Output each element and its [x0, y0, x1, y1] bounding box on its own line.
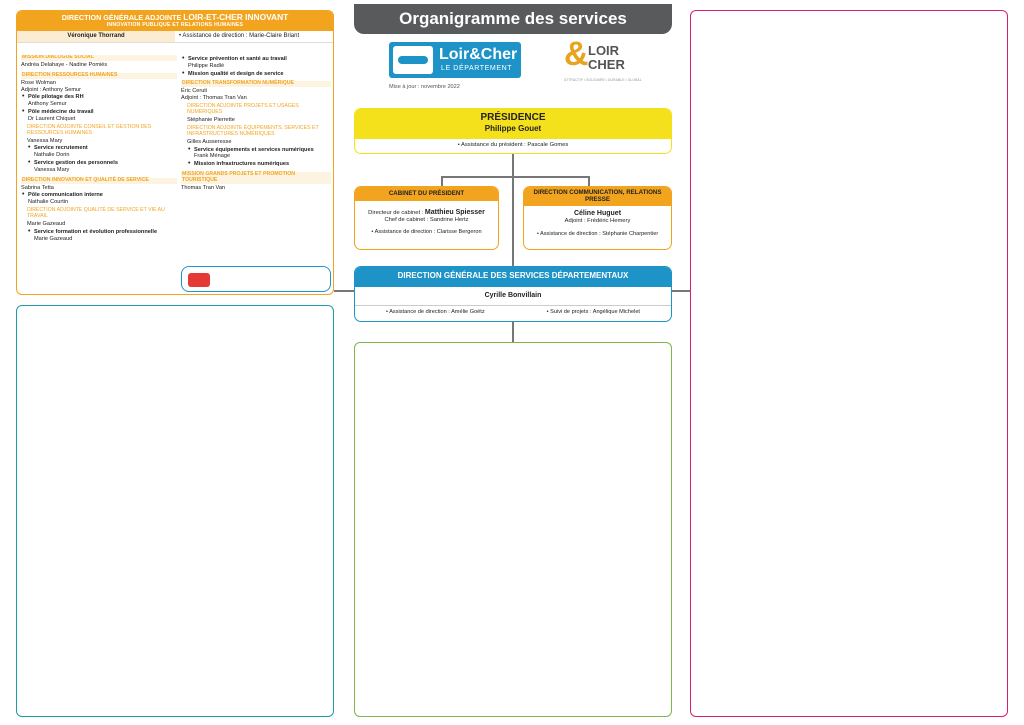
direction-section [181, 81, 331, 168]
lead-name [17, 31, 175, 42]
service-name: • Pôle médecine du travail [28, 109, 94, 115]
service-name: • Service formation et évolution professionnelle [34, 228, 158, 235]
page-title: Organigramme des services [354, 4, 672, 34]
service-item [27, 160, 177, 174]
dga-innovant-panel [16, 10, 334, 295]
service-name: • Mission infrastructures numériques [194, 161, 290, 168]
service-head: Frank Ménage [194, 153, 231, 160]
dgs-assist-row [355, 306, 671, 316]
direction-title: MISSION DIALOGUE SOCIAL [21, 55, 177, 61]
direction-head: Thomas Tran Van [181, 184, 226, 191]
service-name: • Service prévention et santé au travail [188, 56, 287, 62]
panel-column [21, 55, 177, 291]
connector [672, 290, 690, 292]
service-item [21, 94, 177, 108]
direction-section [21, 73, 177, 174]
sub-direction-title: DIRECTION ADJOINTE CONSEIL ET GESTION DES RESSOURCES HUMAINES [27, 123, 152, 136]
sub-direction-head: Stéphanie Pierrette [187, 116, 235, 123]
direction-head: Andréa Delahaye - Nadine Pomiès [21, 61, 108, 68]
presidence-header [355, 109, 671, 139]
direction-head: Adjoint : Anthony Semur [21, 86, 82, 93]
service-item [181, 56, 331, 70]
connector [334, 290, 354, 292]
dga-solidaire-panel [690, 10, 1008, 717]
service-list [27, 145, 177, 173]
agency-box [181, 266, 331, 292]
panel-column [181, 55, 331, 265]
direction-head: Rose Wolman [21, 79, 57, 86]
dgs-name: Cyrille Bonvillain [355, 287, 671, 306]
service-name: • Service recrutement [34, 145, 88, 152]
service-name: • Service équipements et services numériques [194, 146, 314, 153]
service-head: Nathalie Dorin [34, 152, 70, 159]
direction-head: Éric Ceruti [181, 88, 208, 95]
cabinet-director [355, 209, 498, 218]
panel-title-main: LOIR-ET-CHER INNOVANT [183, 12, 289, 22]
cabinet-director-name: Matthieu Spiesser [424, 208, 485, 216]
service-item [27, 145, 177, 159]
service-head: Vanessa Mary [34, 166, 70, 173]
dgs-title: DIRECTION GÉNÉRALE DES SERVICES DÉPARTEMENTAUX [355, 267, 671, 287]
direction-head: Adjoint : Thomas Tran Van [181, 95, 247, 102]
direction-title: DIRECTION TRANSFORMATION NUMÉRIQUE [181, 81, 331, 87]
service-list [21, 94, 177, 122]
cabinet-chief: Chef de cabinet : Sandrine Hertz [384, 217, 469, 224]
presidence-box [354, 108, 672, 154]
communication-assist: • Assistance de direction : Stéphanie Charpentier [536, 231, 659, 238]
presidence-assist: • Assistance du président : Pascale Gomes [457, 142, 569, 148]
sub-direction [187, 117, 331, 124]
panel-subtitle: INNOVATION PUBLIQUE ET RELATIONS HUMAINES [106, 21, 244, 28]
service-head: Marie Gazeaud [34, 235, 73, 242]
service-head: Dr Laurent Chiquet [28, 115, 76, 122]
communication-box [523, 186, 672, 250]
logo-departement [389, 42, 521, 78]
presidence-name: Philippe Gouet [484, 124, 542, 134]
sub-direction [187, 139, 331, 168]
agency-logo-icon [188, 273, 210, 287]
sub-direction [27, 221, 177, 242]
service-head: Anthony Semur [28, 101, 67, 108]
service-head: Philippe Radlé [188, 62, 225, 69]
lead-name-text: Véronique Thorrand [67, 32, 125, 39]
direction-title: DIRECTION RESSOURCES HUMAINES [21, 73, 177, 79]
service-item [21, 109, 177, 123]
lead-assist: • Assistance de direction : Marie-Claire Briant [179, 32, 300, 39]
sub-direction-title: DIRECTION ADJOINTE QUALITÉ DE SERVICE ET VIE AU TRAVAIL [27, 207, 165, 219]
cabinet-assist: • Assistance de direction : Clarisse Bergeron [371, 229, 482, 236]
cabinet-director-label: Directeur de cabinet : [368, 209, 425, 216]
lead-row [17, 31, 333, 43]
service-item [187, 161, 331, 168]
sub-direction-head: Marie Gazeaud [27, 220, 66, 227]
sub-direction-head: Vanessa Mary [27, 137, 63, 144]
connector [512, 154, 514, 266]
service-name: • Mission qualité et design de service [188, 70, 284, 77]
sub-direction [27, 138, 177, 174]
service-name: • Pôle pilotage des RH [28, 94, 84, 101]
service-head: Nathalie Courtin [28, 199, 69, 206]
service-list [27, 229, 177, 243]
communication-title: DIRECTION COMMUNICATION, RELATIONS PRESSE [524, 187, 671, 206]
communication-name: Céline Huguet [573, 209, 622, 217]
communication-adj: Adjoint : Frédéric Hemery [564, 218, 631, 225]
direction-section [181, 172, 331, 192]
dga-durable-panel [354, 342, 672, 717]
dga-attractif-panel [16, 305, 334, 717]
panel-header [17, 11, 333, 31]
logo-emblem [393, 46, 433, 74]
service-name: • Pôle communication interne [28, 192, 103, 199]
dgs-box [354, 266, 672, 322]
presidence-title: PRÉSIDENCE [480, 112, 546, 123]
service-list [21, 192, 177, 206]
update-date: Mise à jour : novembre 2022 [389, 84, 460, 90]
panel-title-prefix: DIRECTION GÉNÉRALE ADJOINTE [61, 13, 184, 22]
brand-ampersand: & [564, 35, 589, 73]
cabinet-title: CABINET DU PRÉSIDENT [355, 187, 498, 201]
sub-direction-title: DIRECTION ADJOINTE ÉQUIPEMENTS, SERVICES ET INFRASTRUCTURES NUMÉRIQUES [187, 124, 319, 137]
service-list [181, 56, 331, 77]
sub-direction-title: DIRECTION ADJOINTE PROJETS ET USAGES NUMÉRIQUES [187, 103, 299, 115]
connector [588, 176, 590, 186]
direction-section [181, 56, 331, 77]
service-item [181, 71, 331, 78]
service-item [27, 229, 177, 243]
logo-departement-sub: LE DÉPARTEMENT [441, 65, 513, 72]
direction-title: DIRECTION INNOVATION ET QUALITÉ DE SERVICE [21, 178, 177, 184]
brand-tagline: ATTRACTIF • SOLIDAIRE • DURABLE • GLOBAL [564, 78, 642, 82]
cabinet-box [354, 186, 499, 250]
connector [441, 176, 443, 186]
connector [441, 176, 589, 178]
direction-head: Sabrina Tetta [21, 184, 54, 191]
brand-logo-text: LOIR CHER [588, 43, 625, 72]
service-item [21, 192, 177, 206]
service-list [187, 147, 331, 168]
dgs-projects: • Suivi de projets : Angélique Michelet [546, 308, 640, 315]
direction-title: MISSION GRANDS PROJETS ET PROMOTION TOURISTIQUE [181, 172, 331, 184]
dgs-assist: • Assistance de direction : Amélie Goëtz [385, 308, 485, 315]
sub-direction-head: Gilles Ausseresse [187, 138, 232, 145]
logo-departement-name: Loir&Cher [439, 46, 518, 63]
service-name: • Service gestion des personnels [34, 160, 118, 166]
connector [512, 322, 514, 342]
direction-section [21, 55, 177, 69]
service-item [187, 147, 331, 161]
direction-section [21, 178, 177, 243]
